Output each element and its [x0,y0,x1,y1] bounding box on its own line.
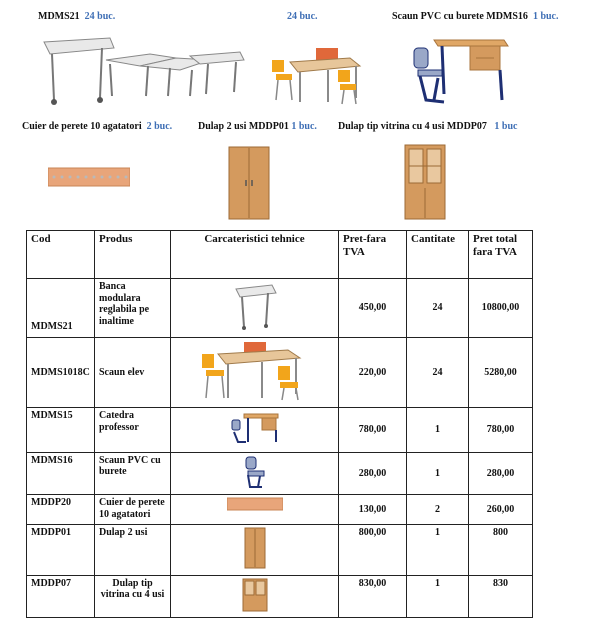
coat-rack-thumb [227,497,283,511]
cell-total: 280,00 [469,452,533,495]
header-pret: Pret-fara TVA [339,231,407,279]
table-header-row [27,231,533,279]
table-row [27,525,533,576]
top-item-label: Scaun PVC cu burete MDMS16 1 buc. [392,11,559,22]
top-item-label: Dulap 2 usi MDDP01 1 buc. [198,121,317,132]
cell-cod: MDDP01 [27,525,95,576]
cell-pret: 450,00 [339,279,407,338]
cell-total: 830 [469,575,533,618]
cell-produs: Banca modulara reglabila pe inaltime [95,279,171,338]
cell-pret: 130,00 [339,495,407,525]
coat-rack-image [48,166,130,188]
header-cod: Cod [27,231,95,279]
cell-cod: MDMS1018C [27,337,95,408]
glass-cabinet-image [404,144,446,220]
cell-image [171,495,339,525]
table-chairs-thumb [200,340,310,402]
cell-pret: 220,00 [339,337,407,408]
cell-total: 780,00 [469,408,533,453]
price-table [26,230,533,618]
cell-produs: Scaun elev [95,337,171,408]
modular-desk-thumb [232,281,278,331]
cell-total: 5280,00 [469,337,533,408]
cell-pret: 800,00 [339,525,407,576]
cell-cantitate: 24 [407,337,469,408]
teacher-desk-chair-image [410,36,510,108]
cell-cantitate: 2 [407,495,469,525]
cell-pret: 780,00 [339,408,407,453]
header-total: Pret total fara TVA [469,231,533,279]
wardrobe-thumb [244,527,266,569]
cell-cantitate: 1 [407,525,469,576]
cell-cod: MDDP07 [27,575,95,618]
cell-image [171,575,339,618]
cell-cod: MDDP20 [27,495,95,525]
cell-cantitate: 1 [407,408,469,453]
cell-pret: 280,00 [339,452,407,495]
cell-total: 800 [469,525,533,576]
cell-pret: 830,00 [339,575,407,618]
table-row [27,337,533,408]
table-row [27,279,533,338]
header-cantitate: Cantitate [407,231,469,279]
cell-cantitate: 24 [407,279,469,338]
cell-image [171,452,339,495]
teacher-desk-thumb [230,410,280,446]
cell-produs: Scaun PVC cu burete [95,452,171,495]
table-row [27,452,533,495]
cell-produs: Dulap 2 usi [95,525,171,576]
pvc-chair-thumb [242,455,268,489]
cell-cod: MDMS21 [27,279,95,338]
header-produs: Produs [95,231,171,279]
cell-image [171,337,339,408]
cell-produs: Cuier de perete 10 agatatori [95,495,171,525]
top-item-label: Dulap tip vitrina cu 4 usi MDDP07 1 buc [338,121,518,132]
glass-cabinet-thumb [242,578,268,612]
cell-image [171,525,339,576]
top-item-label: MDMS21 24 buc. [38,11,116,22]
cell-total: 10800,00 [469,279,533,338]
cell-cantitate: 1 [407,575,469,618]
wardrobe-2-doors-image [228,146,270,220]
cell-image [171,279,339,338]
top-item-label: 24 buc. [287,11,318,22]
table-row [27,408,533,453]
top-item-label: Cuier de perete 10 agatatori 2 buc. [22,121,173,132]
header-caracteristici: Carcateristici tehnice [171,231,339,279]
cell-cod: MDMS15 [27,408,95,453]
cell-total: 260,00 [469,495,533,525]
table-row [27,575,533,618]
cell-image [171,408,339,453]
cell-produs: Catedra professor [95,408,171,453]
cell-cod: MDMS16 [27,452,95,495]
cell-produs: Dulap tip vitrina cu 4 usi [95,575,171,618]
cell-cantitate: 1 [407,452,469,495]
modular-desk-image [40,34,245,110]
table-row [27,495,533,525]
classroom-table-chairs-image [268,44,364,106]
